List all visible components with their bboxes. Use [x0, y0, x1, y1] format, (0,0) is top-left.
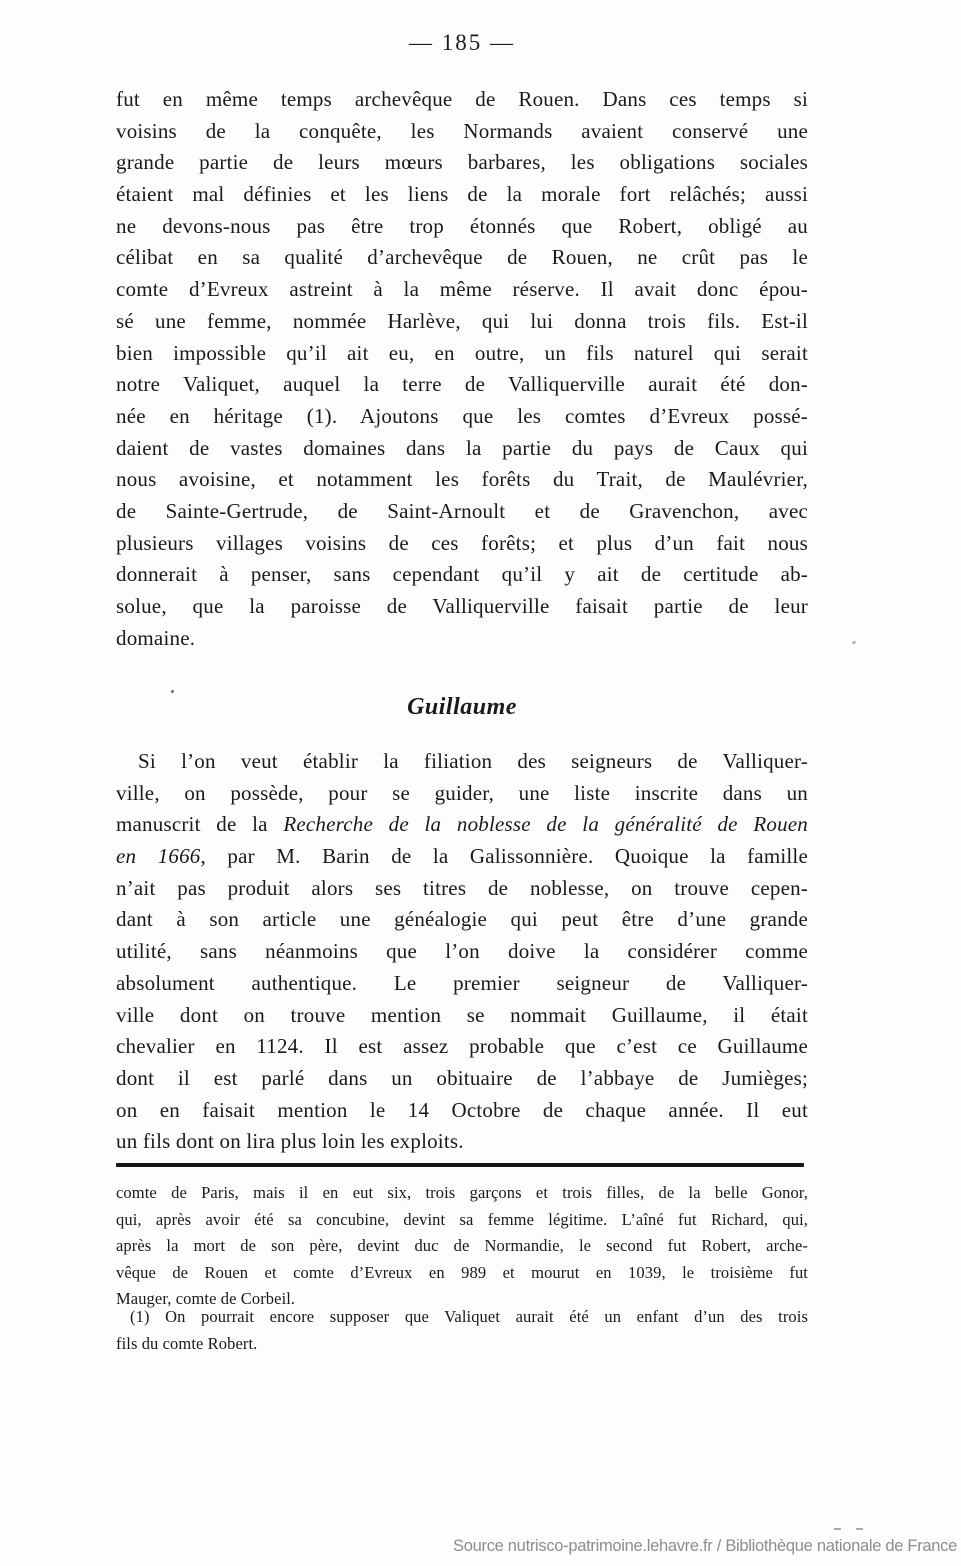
text-line: on en faisait mention le 14 Octobre de chaque année. Il eut — [116, 1097, 808, 1122]
text-line: absolument authentique. Le premier seigneur de Valliquer- — [116, 970, 808, 995]
italic-text-segment: Recherche de la noblesse de la généralité de Rouen — [283, 812, 808, 837]
text-line: sé une femme, nommée Harlève, qui lui donna trois fils. Est-il — [116, 308, 808, 333]
text-line: utilité, sans néanmoins que l’on doive la considérer comme — [116, 939, 808, 964]
text-line: après la mort de son père, devint duc de Normandie, le second fut Robert, arche- — [116, 1236, 808, 1255]
text-line: nous avoisine, et notamment les forêts du Trait, de Maulévrier, — [116, 467, 808, 492]
text-line: fils du comte Robert. — [116, 1333, 258, 1353]
scan-artifact-dash — [856, 1528, 863, 1530]
text-line: solue, que la paroisse de Valliquerville faisait partie de leur — [116, 594, 808, 618]
source-credit: Source nutrisco-patrimoine.lehavre.fr / Bibliothèque nationale de France — [453, 1537, 957, 1555]
paragraph-continuation — [116, 84, 808, 654]
text-line: dont il est parlé dans un obituaire de l’abbaye de Jumièges; — [116, 1065, 808, 1090]
text-line: ville dont on trouve mention se nommait Guillaume, il était — [116, 1002, 808, 1027]
page-number: — 185 — — [409, 30, 515, 55]
text-segment: , par M. Barin de la Galissonnière. Quoique la famille — [200, 844, 808, 869]
text-line: grande partie de leurs mœurs barbares, les obligations sociales — [116, 150, 808, 175]
footnote-continuation — [116, 1180, 808, 1313]
scan-artifact-dot — [171, 690, 174, 693]
text-line — [116, 809, 808, 841]
text-line: ville, on possède, pour se guider, une liste inscrite dans un — [116, 780, 808, 805]
text-line: daient de vastes domaines dans la partie du pays de Caux qui — [116, 435, 808, 460]
text-line: un fils dont on lira plus loin les exploits. — [116, 1129, 464, 1154]
text-line: ne devons-nous pas être trop étonnés que Robert, obligé au — [116, 213, 808, 238]
text-line: bien impossible qu’il ait eu, en outre, un fils naturel qui serait — [116, 340, 808, 365]
text-line: comte de Paris, mais il en eut six, trois garçons et trois filles, de la belle Gonor, — [116, 1183, 808, 1202]
section-heading-guillaume: Guillaume — [407, 694, 517, 720]
text-line: étaient mal définies et les liens de la morale fort relâchés; aussi — [116, 182, 808, 207]
text-line: née en héritage (1). Ajoutons que les comtes d’Evreux possé- — [116, 403, 808, 428]
text-line: célibat en sa qualité d’archevêque de Rouen, ne crût pas le — [116, 245, 808, 270]
scan-artifact-tick — [852, 640, 857, 645]
text-line: Si l’on veut établir la filiation des seigneurs de Valliquer- — [138, 749, 808, 773]
text-line: dant à son article une généalogie qui peut être d’une grande — [116, 907, 808, 932]
text-line: fut en même temps archevêque de Rouen. Dans ces temps si — [116, 87, 808, 111]
text-line: comte d’Evreux astreint à la même réserve. Il avait donc épou- — [116, 277, 808, 302]
text-line: voisins de la conquête, les Normands avaient conservé une — [116, 118, 808, 143]
text-line: notre Valiquet, auquel la terre de Valliquerville aurait été don- — [116, 372, 808, 397]
footnote-1 — [116, 1304, 808, 1357]
paragraph-guillaume — [116, 746, 808, 1158]
text-line: chevalier en 1124. Il est assez probable que c’est ce Guillaume — [116, 1034, 808, 1059]
text-line: n’ait pas produit alors ses titres de noblesse, on trouve cepen- — [116, 875, 808, 900]
text-line: Mauger, comte de Corbeil. — [116, 1289, 296, 1308]
text-line: plusieurs villages voisins de ces forêts; et plus d’un fait nous — [116, 530, 808, 555]
text-line: domaine. — [116, 625, 196, 650]
text-line — [116, 841, 808, 873]
text-line: de Sainte-Gertrude, de Saint-Arnoult et de Gravenchon, avec — [116, 498, 808, 523]
scan-artifact-dash — [834, 1528, 841, 1530]
text-line: qui, après avoir été sa concubine, devint sa femme légitime. L’aîné fut Richard, qui, — [116, 1209, 808, 1229]
italic-text-segment: en 1666 — [116, 844, 201, 869]
text-line: (1) On pourrait encore supposer que Valiquet aurait été un enfant d’un des trois — [130, 1307, 808, 1326]
text-segment: manuscrit de la — [116, 812, 284, 837]
footnote-separator-rule — [116, 1163, 804, 1167]
text-line: vêque de Rouen et comte d’Evreux en 989 et mourut en 1039, le troisième fut — [116, 1262, 808, 1282]
text-line: donnerait à penser, sans cependant qu’il y ait de certitude ab- — [116, 562, 808, 587]
